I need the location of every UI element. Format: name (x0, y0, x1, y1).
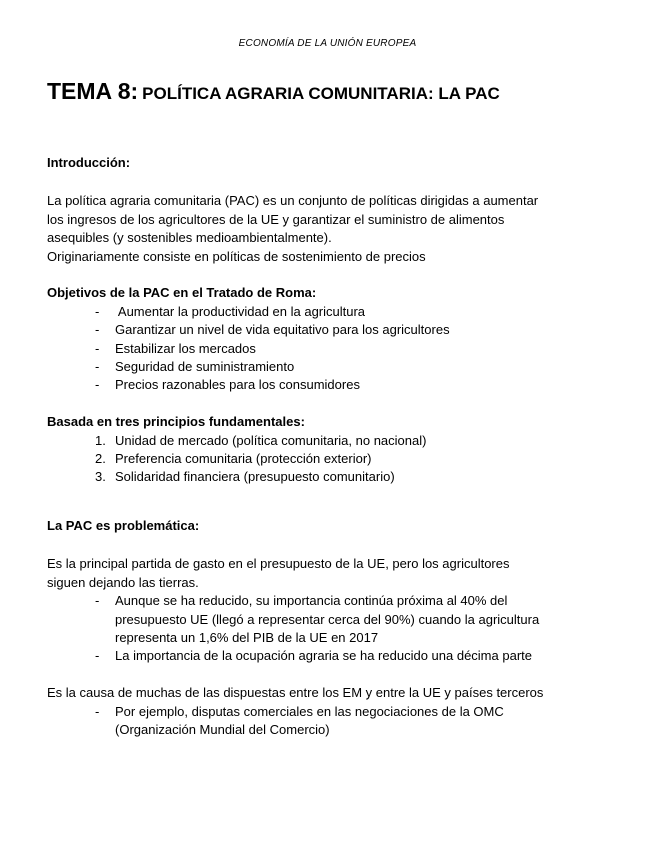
list-item (47, 432, 617, 450)
list-number: 3. (95, 469, 106, 485)
intro-line: los ingresos de los agricultores de la UE y garantizar el suministro de alimentos (47, 211, 505, 227)
dash-bullet: - (95, 703, 100, 719)
principios-heading: Basada en tres principios fundamentales: (47, 414, 305, 430)
list-item-text: Aumentar la productividad en la agricultura (115, 303, 366, 319)
list-item (47, 321, 617, 339)
principios-list (47, 432, 617, 487)
list-item-text: Preferencia comunitaria (protección exterior) (115, 451, 372, 467)
list-item-line: La importancia de la ocupación agraria se ha reducido una décima parte (115, 648, 532, 664)
dash-bullet: - (95, 648, 100, 664)
document-body (47, 154, 617, 739)
dash-bullet: - (95, 593, 100, 609)
list-number: 2. (95, 451, 106, 467)
title-tema: TEMA 8: (47, 78, 139, 104)
page-title (47, 78, 500, 105)
list-item (47, 340, 617, 358)
list-item (47, 647, 617, 665)
dash-bullet: - (95, 377, 100, 393)
list-item (47, 376, 617, 394)
dash-bullet: - (95, 359, 100, 375)
intro-line: La política agraria comunitaria (PAC) es un conjunto de políticas dirigidas a aumentar (47, 193, 539, 209)
list-item-line: Por ejemplo, disputas comerciales en las negociaciones de la OMC (115, 703, 504, 719)
list-item-text: Estabilizar los mercados (115, 340, 256, 356)
problematica-paragraph: Es la causa de muchas de las dispuestas entre los EM y entre la UE y países terceros (47, 685, 544, 701)
list-item-text: Precios razonables para los consumidores (115, 377, 360, 393)
list-item-text: Garantizar un nivel de vida equitativo para los agricultores (115, 322, 450, 338)
intro-heading: Introducción: (47, 155, 131, 170)
intro-line: asequibles (y sostenibles medioambientalmente). (47, 230, 332, 246)
title-subtitle: POLÍTICA AGRARIA COMUNITARIA: LA PAC (142, 84, 500, 103)
problematica-list (47, 592, 617, 666)
dash-bullet: - (95, 340, 100, 356)
running-header: ECONOMÍA DE LA UNIÓN EUROPEA (238, 38, 417, 49)
list-item-line: representa un 1,6% del PIB de la UE en 2017 (115, 629, 379, 645)
intro-line: Originariamente consiste en políticas de sostenimiento de precios (47, 248, 426, 264)
list-item-line: (Organización Mundial del Comercio) (115, 721, 330, 737)
list-item (47, 703, 617, 740)
list-item-text: Seguridad de suministramiento (115, 359, 295, 375)
problematica-line: siguen dejando las tierras. (47, 574, 199, 590)
list-item (47, 303, 617, 321)
objetivos-list (47, 303, 617, 395)
list-item (47, 592, 617, 647)
problematica-line: Es la principal partida de gasto en el presupuesto de la UE, pero los agricultores (47, 556, 510, 572)
dash-bullet: - (95, 303, 100, 319)
list-item (47, 358, 617, 376)
list-item (47, 468, 617, 486)
list-item-text: Unidad de mercado (política comunitaria, no nacional) (115, 432, 427, 448)
list-item-line: Aunque se ha reducido, su importancia continúa próxima al 40% del (115, 593, 508, 609)
objetivos-heading: Objetivos de la PAC en el Tratado de Roma: (47, 285, 317, 301)
list-item (47, 450, 617, 468)
problematica-heading: La PAC es problemática: (47, 517, 200, 533)
list-number: 1. (95, 432, 106, 448)
list-item-text: Solidaridad financiera (presupuesto comunitario) (115, 469, 395, 485)
problematica-list-2 (47, 703, 617, 740)
list-item-line: presupuesto UE (llegó a representar cerca del 90%) cuando la agricultura (115, 611, 540, 627)
dash-bullet: - (95, 322, 100, 338)
